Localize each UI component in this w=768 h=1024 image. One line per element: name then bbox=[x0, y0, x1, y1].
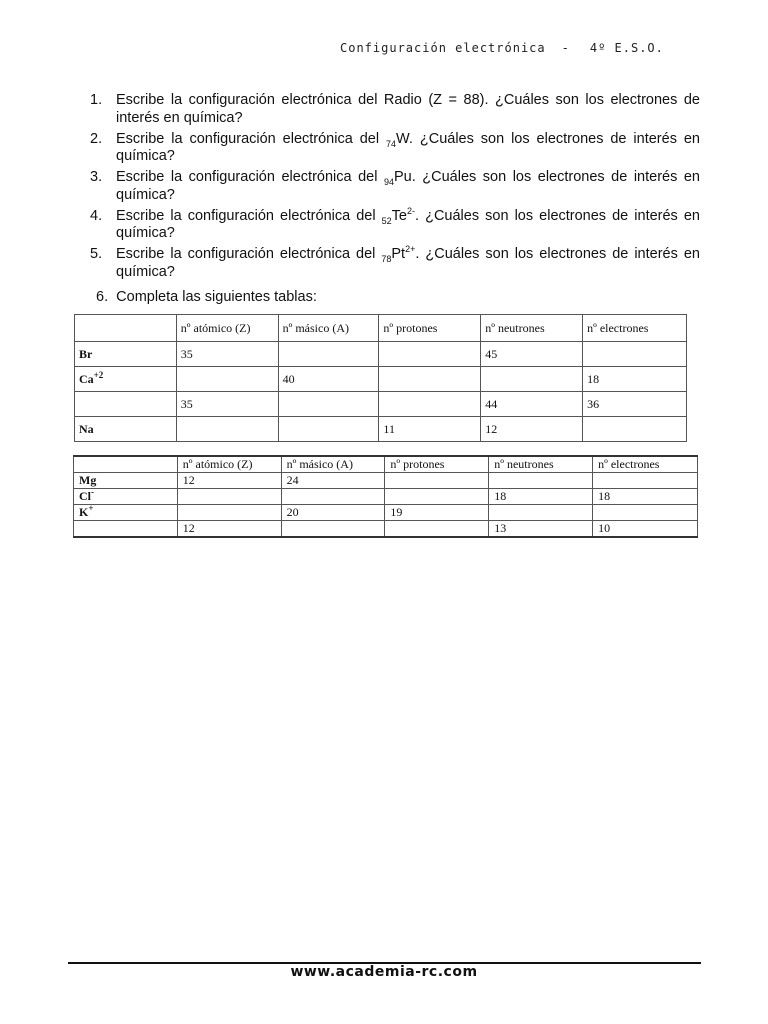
table-row bbox=[75, 417, 687, 442]
header-course: 4º E.S.O. bbox=[589, 41, 664, 55]
table-row bbox=[74, 521, 698, 538]
question-text-end: . ¿Cuáles son los electrones de interés en química? bbox=[116, 246, 700, 280]
table-1 bbox=[74, 314, 687, 442]
element-cell bbox=[75, 342, 177, 367]
question-text-start: Escribe la configuración electrónica del bbox=[116, 130, 386, 147]
element-symbol: Pt bbox=[391, 246, 406, 262]
table-cell bbox=[278, 417, 379, 442]
question-5 bbox=[90, 246, 700, 281]
header-cell bbox=[74, 456, 178, 473]
ion-charge: +2 bbox=[93, 369, 104, 380]
atomic-number: 78 bbox=[381, 253, 392, 264]
table-cell: 10 bbox=[593, 521, 698, 538]
element-cell bbox=[74, 505, 178, 521]
table-cell: 12 bbox=[177, 473, 281, 489]
table-row bbox=[74, 473, 698, 489]
question-number: 4. bbox=[90, 207, 103, 224]
header-cell bbox=[75, 315, 177, 342]
table-cell bbox=[593, 505, 698, 521]
ion-charge: + bbox=[88, 503, 94, 513]
footer-url: www.academia-rc.com bbox=[290, 964, 478, 980]
question-text bbox=[116, 205, 700, 243]
header-cell: nº protones bbox=[379, 315, 481, 342]
table-cell bbox=[177, 489, 281, 505]
table-cell: 18 bbox=[489, 489, 593, 505]
table-cell: 45 bbox=[481, 342, 583, 367]
table-cell bbox=[281, 489, 385, 505]
table-header-row bbox=[75, 315, 687, 342]
table-cell bbox=[176, 367, 278, 392]
element-cell bbox=[74, 473, 178, 489]
question-1 bbox=[90, 92, 700, 127]
table-cell: 19 bbox=[385, 505, 489, 521]
table-cell bbox=[379, 342, 481, 367]
header-cell: nº másico (A) bbox=[281, 456, 385, 473]
element-cell bbox=[75, 417, 177, 442]
element-symbol: W bbox=[396, 130, 409, 147]
table-row bbox=[74, 505, 698, 521]
question-number: 1. bbox=[90, 92, 103, 108]
element-symbol: Te bbox=[391, 207, 407, 224]
table-cell bbox=[583, 342, 687, 367]
header-cell: nº neutrones bbox=[481, 315, 583, 342]
question-3 bbox=[90, 169, 700, 204]
element-symbol: Pu bbox=[393, 169, 412, 185]
question-text-end: . ¿Cuáles son los electrones de interés en química? bbox=[116, 130, 700, 164]
table-cell bbox=[176, 417, 278, 442]
header-cell: nº electrones bbox=[593, 456, 698, 473]
header-cell: nº atómico (Z) bbox=[177, 456, 281, 473]
element-cell bbox=[74, 521, 178, 538]
table-2 bbox=[73, 455, 698, 538]
header-cell: nº másico (A) bbox=[278, 315, 379, 342]
table-cell bbox=[278, 392, 379, 417]
table-cell bbox=[379, 367, 481, 392]
atomic-number: 94 bbox=[383, 176, 394, 187]
header-cell: nº electrones bbox=[583, 315, 687, 342]
question-number: 3. bbox=[90, 169, 103, 185]
table-cell: 36 bbox=[583, 392, 687, 417]
question-number: 5. bbox=[90, 246, 103, 262]
question-text bbox=[116, 131, 700, 166]
table-cell bbox=[583, 417, 687, 442]
question-2 bbox=[90, 131, 700, 166]
question-text-end: . ¿Cuáles son los electrones de interés en química? bbox=[116, 207, 700, 241]
question-text-end: . ¿Cuáles son los electrones de interés en química? bbox=[116, 169, 700, 203]
table-cell: 18 bbox=[593, 489, 698, 505]
page-header bbox=[340, 41, 700, 55]
question-6 bbox=[96, 289, 317, 305]
table-cell: 24 bbox=[281, 473, 385, 489]
table-cell bbox=[278, 342, 379, 367]
element-symbol: Cl bbox=[79, 489, 91, 503]
ion-charge: 2+ bbox=[405, 244, 416, 255]
question-text bbox=[116, 246, 700, 281]
table-cell: 12 bbox=[481, 417, 583, 442]
table-cell: 13 bbox=[489, 521, 593, 538]
table-cell bbox=[385, 521, 489, 538]
table-cell: 40 bbox=[278, 367, 379, 392]
question-text: Completa las siguientes tablas: bbox=[116, 289, 317, 305]
header-cell: nº neutrones bbox=[489, 456, 593, 473]
header-title: Configuración electrónica bbox=[340, 41, 546, 55]
ion-charge: 2- bbox=[406, 205, 415, 216]
table-row bbox=[74, 489, 698, 505]
question-text-start: Escribe la configuración electrónica del bbox=[116, 207, 382, 224]
element-symbol: Ca bbox=[79, 371, 94, 386]
table-row bbox=[75, 392, 687, 417]
question-number: 6. bbox=[96, 289, 109, 305]
question-text-start: Escribe la configuración electrónica del bbox=[116, 169, 384, 185]
table-row bbox=[75, 342, 687, 367]
table-cell: 18 bbox=[583, 367, 687, 392]
table-cell bbox=[481, 367, 583, 392]
table-cell bbox=[489, 473, 593, 489]
table-cell bbox=[385, 489, 489, 505]
table-cell: 35 bbox=[176, 392, 278, 417]
table-cell: 20 bbox=[281, 505, 385, 521]
question-list bbox=[90, 92, 700, 285]
atomic-number: 74 bbox=[386, 138, 397, 149]
table-cell bbox=[177, 505, 281, 521]
element-cell bbox=[75, 392, 177, 417]
question-text: Escribe la configuración electrónica del Radio (Z = 88). ¿Cuáles son los electrones de interés en química? bbox=[116, 92, 700, 126]
element-symbol: K bbox=[79, 505, 89, 519]
element-cell bbox=[75, 367, 177, 392]
table-cell: 44 bbox=[481, 392, 583, 417]
table-cell: 12 bbox=[177, 521, 281, 538]
question-4 bbox=[90, 205, 700, 243]
table-cell bbox=[281, 521, 385, 538]
header-separator: - bbox=[561, 41, 570, 55]
table-cell bbox=[593, 473, 698, 489]
table-cell: 11 bbox=[379, 417, 481, 442]
table-row bbox=[75, 367, 687, 392]
table-cell bbox=[489, 505, 593, 521]
header-cell: nº protones bbox=[385, 456, 489, 473]
question-text-start: Escribe la configuración electrónica del bbox=[116, 246, 382, 262]
question-text bbox=[116, 169, 700, 204]
header-cell: nº atómico (Z) bbox=[176, 315, 278, 342]
element-symbol: Br bbox=[79, 346, 93, 361]
element-symbol: Mg bbox=[79, 473, 97, 487]
table-cell: 35 bbox=[176, 342, 278, 367]
table-header-row bbox=[74, 456, 698, 473]
atomic-number: 52 bbox=[381, 215, 392, 226]
question-number: 2. bbox=[90, 130, 103, 147]
table-cell bbox=[379, 392, 481, 417]
element-symbol: Na bbox=[79, 421, 94, 436]
ion-charge: - bbox=[91, 487, 94, 497]
table-cell bbox=[385, 473, 489, 489]
